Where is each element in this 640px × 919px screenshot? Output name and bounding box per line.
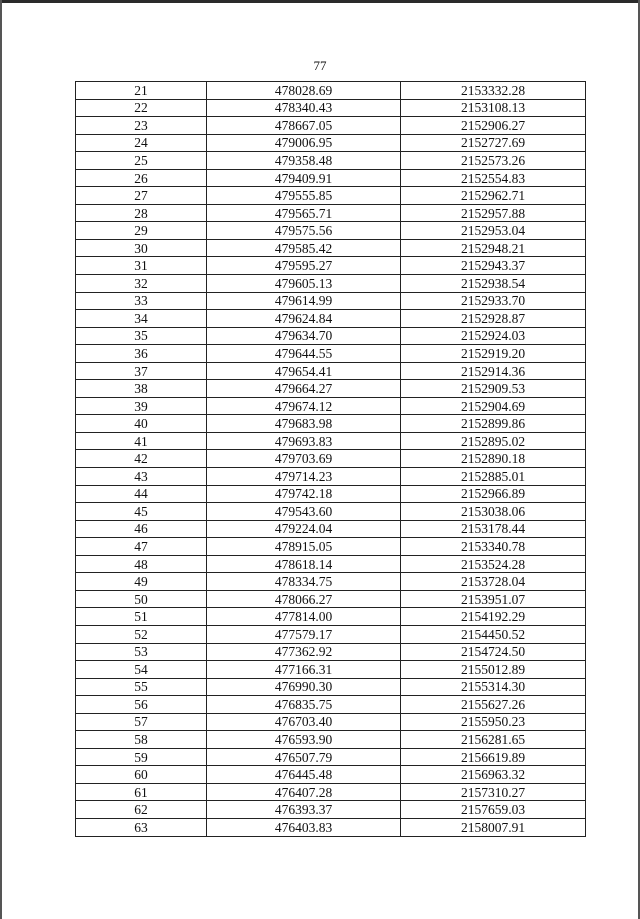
point-number-cell: 58 — [76, 731, 207, 749]
table-row — [76, 625, 586, 643]
y-coordinate-cell: 2152890.18 — [401, 450, 586, 468]
point-number-cell: 38 — [76, 380, 207, 398]
point-number-cell: 48 — [76, 555, 207, 573]
point-number-cell: 41 — [76, 432, 207, 450]
table-row — [76, 397, 586, 415]
point-number-cell: 54 — [76, 661, 207, 679]
point-number-cell: 52 — [76, 625, 207, 643]
y-coordinate-cell: 2154724.50 — [401, 643, 586, 661]
y-coordinate-cell: 2152928.87 — [401, 310, 586, 328]
y-coordinate-cell: 2153340.78 — [401, 538, 586, 556]
y-coordinate-cell: 2155012.89 — [401, 661, 586, 679]
point-number-cell: 45 — [76, 503, 207, 521]
point-number-cell: 22 — [76, 99, 207, 117]
point-number-cell: 25 — [76, 152, 207, 170]
table-row — [76, 643, 586, 661]
point-number-cell: 37 — [76, 362, 207, 380]
point-number-cell: 44 — [76, 485, 207, 503]
y-coordinate-cell: 2153108.13 — [401, 99, 586, 117]
table-row — [76, 327, 586, 345]
table-row — [76, 257, 586, 275]
point-number-cell: 27 — [76, 187, 207, 205]
y-coordinate-cell: 2152914.36 — [401, 362, 586, 380]
x-coordinate-cell: 479006.95 — [207, 134, 401, 152]
x-coordinate-cell: 478340.43 — [207, 99, 401, 117]
y-coordinate-cell: 2152933.70 — [401, 292, 586, 310]
point-number-cell: 62 — [76, 801, 207, 819]
y-coordinate-cell: 2152957.88 — [401, 204, 586, 222]
x-coordinate-cell: 478915.05 — [207, 538, 401, 556]
point-number-cell: 36 — [76, 345, 207, 363]
y-coordinate-cell: 2155950.23 — [401, 713, 586, 731]
table-row — [76, 608, 586, 626]
y-coordinate-cell: 2153178.44 — [401, 520, 586, 538]
point-number-cell: 42 — [76, 450, 207, 468]
x-coordinate-cell: 479565.71 — [207, 204, 401, 222]
table-row — [76, 503, 586, 521]
y-coordinate-cell: 2153951.07 — [401, 590, 586, 608]
table-row — [76, 573, 586, 591]
table-row — [76, 661, 586, 679]
point-number-cell: 40 — [76, 415, 207, 433]
y-coordinate-cell: 2156281.65 — [401, 731, 586, 749]
coordinates-table — [75, 81, 586, 837]
y-coordinate-cell: 2157659.03 — [401, 801, 586, 819]
scan-edge-top — [0, 0, 640, 3]
point-number-cell: 43 — [76, 468, 207, 486]
y-coordinate-cell: 2152554.83 — [401, 169, 586, 187]
table-row — [76, 538, 586, 556]
x-coordinate-cell: 479703.69 — [207, 450, 401, 468]
point-number-cell: 21 — [76, 82, 207, 100]
x-coordinate-cell: 479644.55 — [207, 345, 401, 363]
x-coordinate-cell: 476445.48 — [207, 766, 401, 784]
point-number-cell: 28 — [76, 204, 207, 222]
point-number-cell: 49 — [76, 573, 207, 591]
table-row — [76, 380, 586, 398]
x-coordinate-cell: 476593.90 — [207, 731, 401, 749]
table-row — [76, 152, 586, 170]
y-coordinate-cell: 2152904.69 — [401, 397, 586, 415]
table-row — [76, 82, 586, 100]
y-coordinate-cell: 2152895.02 — [401, 432, 586, 450]
table-row — [76, 432, 586, 450]
table-row — [76, 801, 586, 819]
table-row — [76, 204, 586, 222]
point-number-cell: 24 — [76, 134, 207, 152]
x-coordinate-cell: 478618.14 — [207, 555, 401, 573]
y-coordinate-cell: 2152899.86 — [401, 415, 586, 433]
x-coordinate-cell: 479595.27 — [207, 257, 401, 275]
x-coordinate-cell: 476407.28 — [207, 783, 401, 801]
y-coordinate-cell: 2158007.91 — [401, 818, 586, 836]
y-coordinate-cell: 2153038.06 — [401, 503, 586, 521]
table-row — [76, 731, 586, 749]
table-row — [76, 117, 586, 135]
x-coordinate-cell: 478028.69 — [207, 82, 401, 100]
point-number-cell: 59 — [76, 748, 207, 766]
x-coordinate-cell: 477362.92 — [207, 643, 401, 661]
x-coordinate-cell: 479605.13 — [207, 275, 401, 293]
x-coordinate-cell: 477166.31 — [207, 661, 401, 679]
point-number-cell: 63 — [76, 818, 207, 836]
point-number-cell: 23 — [76, 117, 207, 135]
x-coordinate-cell: 479683.98 — [207, 415, 401, 433]
x-coordinate-cell: 477814.00 — [207, 608, 401, 626]
table-row — [76, 222, 586, 240]
point-number-cell: 56 — [76, 696, 207, 714]
y-coordinate-cell: 2152938.54 — [401, 275, 586, 293]
y-coordinate-cell: 2152966.89 — [401, 485, 586, 503]
table-row — [76, 134, 586, 152]
x-coordinate-cell: 479674.12 — [207, 397, 401, 415]
x-coordinate-cell: 476990.30 — [207, 678, 401, 696]
point-number-cell: 51 — [76, 608, 207, 626]
point-number-cell: 53 — [76, 643, 207, 661]
point-number-cell: 35 — [76, 327, 207, 345]
x-coordinate-cell: 479555.85 — [207, 187, 401, 205]
table-row — [76, 590, 586, 608]
x-coordinate-cell: 478334.75 — [207, 573, 401, 591]
x-coordinate-cell: 479664.27 — [207, 380, 401, 398]
table-row — [76, 275, 586, 293]
point-number-cell: 61 — [76, 783, 207, 801]
y-coordinate-cell: 2155627.26 — [401, 696, 586, 714]
table-row — [76, 362, 586, 380]
x-coordinate-cell: 479575.56 — [207, 222, 401, 240]
point-number-cell: 46 — [76, 520, 207, 538]
coordinates-table-body — [76, 82, 586, 837]
table-row — [76, 766, 586, 784]
page-number: 77 — [313, 58, 327, 73]
x-coordinate-cell: 478066.27 — [207, 590, 401, 608]
y-coordinate-cell: 2153332.28 — [401, 82, 586, 100]
x-coordinate-cell: 476403.83 — [207, 818, 401, 836]
x-coordinate-cell: 478667.05 — [207, 117, 401, 135]
y-coordinate-cell: 2153524.28 — [401, 555, 586, 573]
table-row — [76, 239, 586, 257]
point-number-cell: 47 — [76, 538, 207, 556]
point-number-cell: 50 — [76, 590, 207, 608]
x-coordinate-cell: 476835.75 — [207, 696, 401, 714]
x-coordinate-cell: 479714.23 — [207, 468, 401, 486]
table-row — [76, 555, 586, 573]
x-coordinate-cell: 479358.48 — [207, 152, 401, 170]
y-coordinate-cell: 2152924.03 — [401, 327, 586, 345]
y-coordinate-cell: 2154450.52 — [401, 625, 586, 643]
y-coordinate-cell: 2152953.04 — [401, 222, 586, 240]
x-coordinate-cell: 479634.70 — [207, 327, 401, 345]
table-row — [76, 818, 586, 836]
point-number-cell: 29 — [76, 222, 207, 240]
table-row — [76, 169, 586, 187]
x-coordinate-cell: 476507.79 — [207, 748, 401, 766]
table-row — [76, 696, 586, 714]
x-coordinate-cell: 479585.42 — [207, 239, 401, 257]
table-row — [76, 187, 586, 205]
y-coordinate-cell: 2152962.71 — [401, 187, 586, 205]
table-row — [76, 345, 586, 363]
x-coordinate-cell: 476393.37 — [207, 801, 401, 819]
point-number-cell: 33 — [76, 292, 207, 310]
table-row — [76, 450, 586, 468]
y-coordinate-cell: 2152906.27 — [401, 117, 586, 135]
point-number-cell: 31 — [76, 257, 207, 275]
x-coordinate-cell: 479543.60 — [207, 503, 401, 521]
table-row — [76, 310, 586, 328]
table-row — [76, 468, 586, 486]
table-row — [76, 292, 586, 310]
x-coordinate-cell: 479624.84 — [207, 310, 401, 328]
table-row — [76, 678, 586, 696]
y-coordinate-cell: 2152885.01 — [401, 468, 586, 486]
scan-edge-left — [0, 0, 2, 919]
point-number-cell: 26 — [76, 169, 207, 187]
y-coordinate-cell: 2156619.89 — [401, 748, 586, 766]
y-coordinate-cell: 2155314.30 — [401, 678, 586, 696]
table-row — [76, 415, 586, 433]
point-number-cell: 30 — [76, 239, 207, 257]
point-number-cell: 55 — [76, 678, 207, 696]
y-coordinate-cell: 2152909.53 — [401, 380, 586, 398]
x-coordinate-cell: 477579.17 — [207, 625, 401, 643]
table-row — [76, 520, 586, 538]
y-coordinate-cell: 2152948.21 — [401, 239, 586, 257]
x-coordinate-cell: 479693.83 — [207, 432, 401, 450]
x-coordinate-cell: 479224.04 — [207, 520, 401, 538]
point-number-cell: 32 — [76, 275, 207, 293]
point-number-cell: 39 — [76, 397, 207, 415]
x-coordinate-cell: 479614.99 — [207, 292, 401, 310]
y-coordinate-cell: 2153728.04 — [401, 573, 586, 591]
y-coordinate-cell: 2156963.32 — [401, 766, 586, 784]
y-coordinate-cell: 2157310.27 — [401, 783, 586, 801]
y-coordinate-cell: 2154192.29 — [401, 608, 586, 626]
x-coordinate-cell: 479409.91 — [207, 169, 401, 187]
table-row — [76, 485, 586, 503]
x-coordinate-cell: 476703.40 — [207, 713, 401, 731]
table-row — [76, 99, 586, 117]
point-number-cell: 60 — [76, 766, 207, 784]
y-coordinate-cell: 2152919.20 — [401, 345, 586, 363]
point-number-cell: 57 — [76, 713, 207, 731]
y-coordinate-cell: 2152573.26 — [401, 152, 586, 170]
x-coordinate-cell: 479654.41 — [207, 362, 401, 380]
y-coordinate-cell: 2152727.69 — [401, 134, 586, 152]
table-row — [76, 748, 586, 766]
x-coordinate-cell: 479742.18 — [207, 485, 401, 503]
table-row — [76, 783, 586, 801]
table-row — [76, 713, 586, 731]
y-coordinate-cell: 2152943.37 — [401, 257, 586, 275]
point-number-cell: 34 — [76, 310, 207, 328]
